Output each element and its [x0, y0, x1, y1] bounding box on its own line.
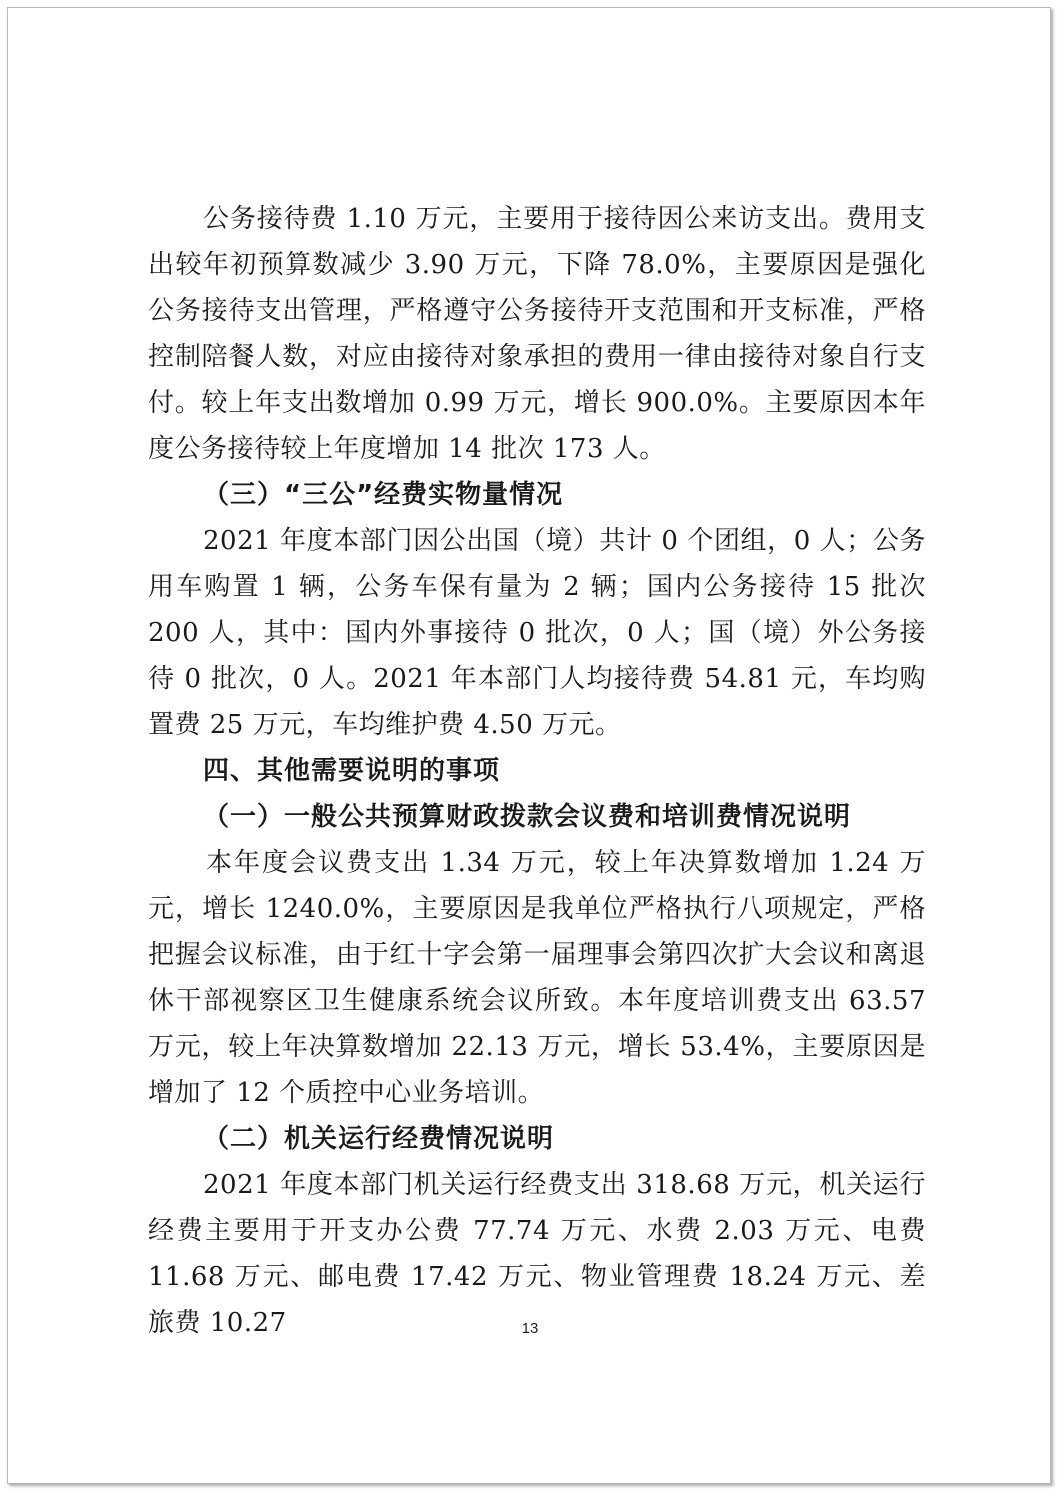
heading-three-public-quantity: （三）“三公”经费实物量情况	[203, 480, 564, 510]
heading-meeting-training-fee: （一）一般公共预算财政拨款会议费和培训费情况说明	[203, 802, 852, 832]
page-number: 13	[521, 1320, 539, 1337]
paragraph-meeting-training-fee: 本年度会议费支出 1.34 万元，较上年决算数增加 1.24 万元，增长 1240.0%，主要原因是我单位严格执行八项规定，严格把握会议标准，由于红十字会第一届理事会第四次扩大会议和离退休干部视察区卫生健康系统会议所致。本年度培训费支出 63.57 万元，较上年决算数增加 22.13 万元，增长 53.4%，主要原因是增加了 12 个质控中心业务培训。	[148, 848, 926, 1108]
paragraph-reception-fee: 公务接待费 1.10 万元，主要用于接待因公来访支出。费用支出较年初预算数减少 3.90 万元，下降 78.0%，主要原因是强化公务接待支出管理，严格遵守公务接待开支范围和开支标准，严格控制陪餐人数，对应由接待对象承担的费用一律由接待对象自行支付。较上年支出数增加 0.99 万元，增长 900.0%。主要原因本年度公务接待较上年度增加 14 批次 173 人。	[148, 204, 926, 464]
document-body	[148, 196, 926, 1346]
paragraph-operating-expenses: 2021 年度本部门机关运行经费支出 318.68 万元，机关运行经费主要用于开支办公费 77.74 万元、水费 2.03 万元、电费 11.68 万元、邮电费 17.42 万元、物业管理费 18.24 万元、差旅费 10.27	[148, 1170, 926, 1338]
heading-operating-expenses: （二）机关运行经费情况说明	[203, 1124, 555, 1154]
paragraph-three-public-quantity: 2021 年度本部门因公出国（境）共计 0 个团组，0 人；公务用车购置 1 辆，公务车保有量为 2 辆；国内公务接待 15 批次 200 人，其中：国内外事接待 0 批次，0 人；国（境）外公务接待 0 批次，0 人。2021 年本部门人均接待费 54.81 元，车均购置费 25 万元，车均维护费 4.50 万元。	[148, 526, 926, 740]
heading-other-matters: 四、其他需要说明的事项	[203, 756, 501, 786]
